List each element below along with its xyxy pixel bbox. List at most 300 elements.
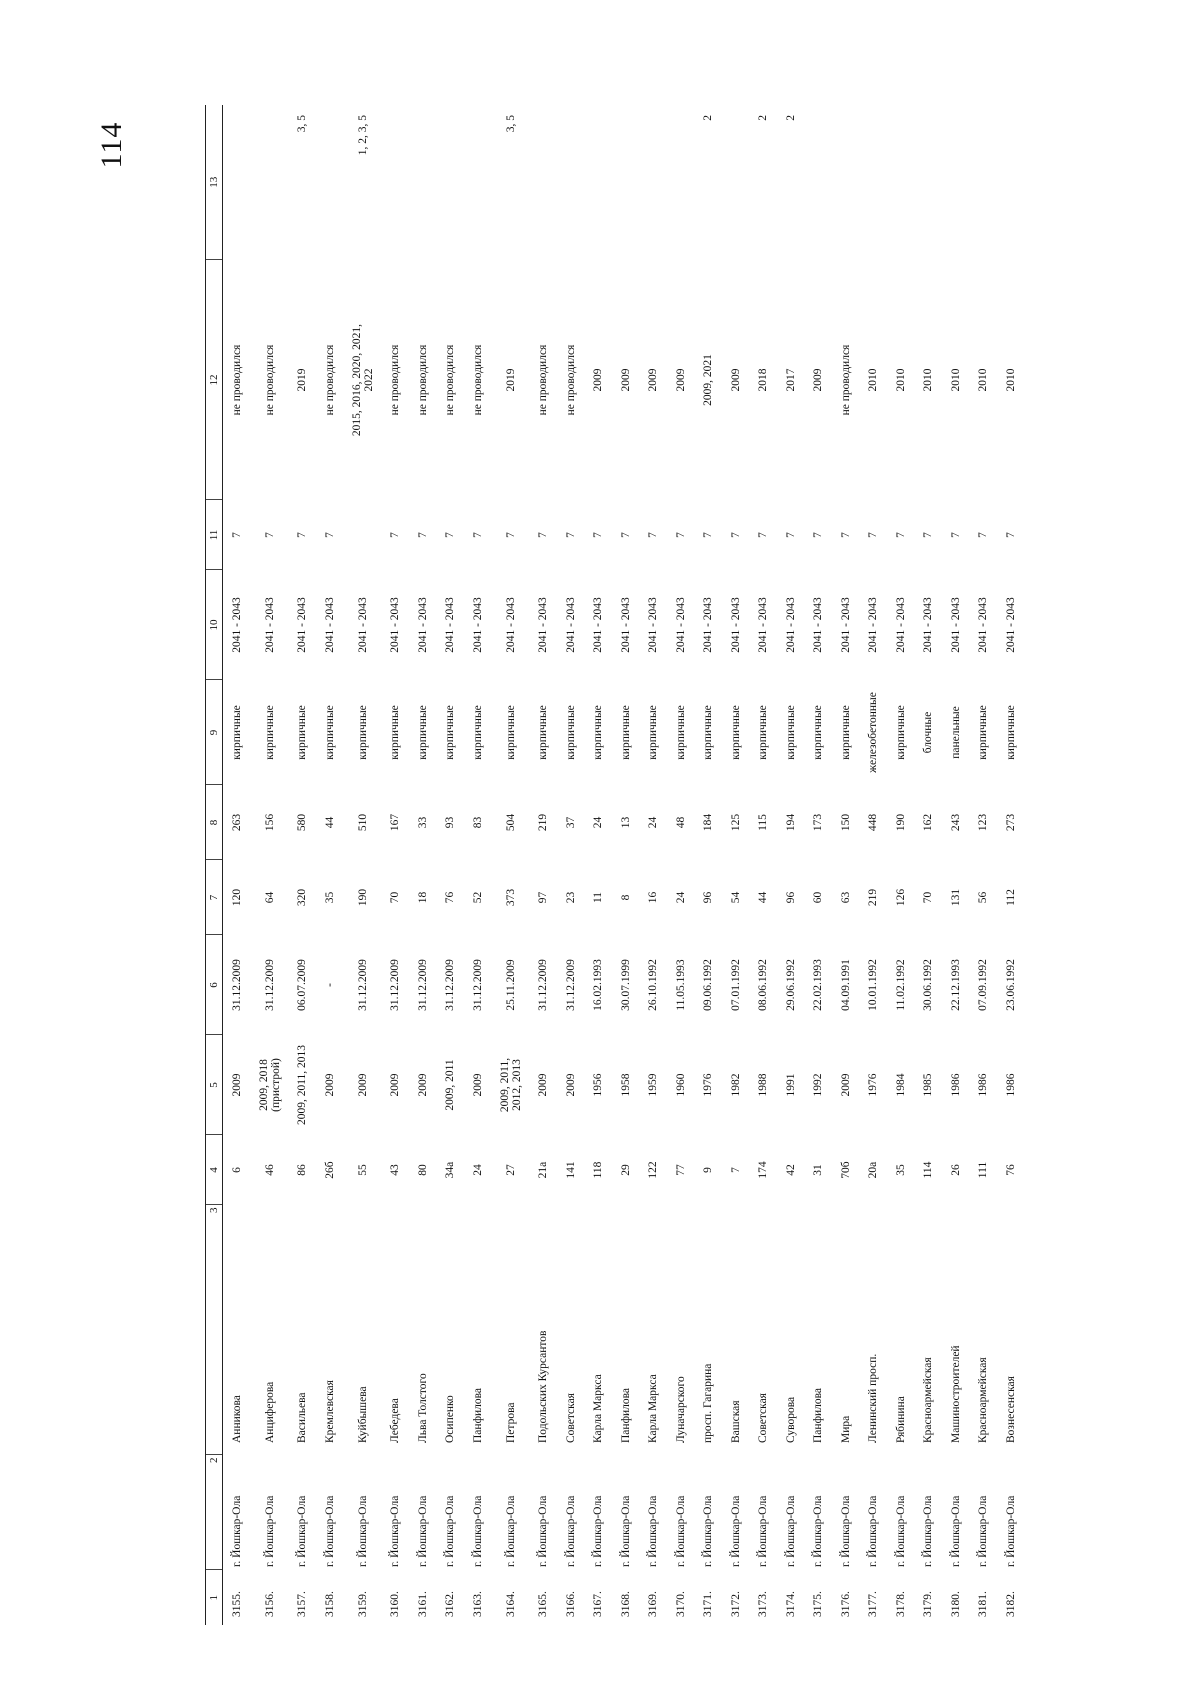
col7-cell: 131 (949, 888, 962, 907)
col8-cell: 48 (674, 816, 687, 829)
inspection-cell: 2009 (729, 368, 742, 392)
col7-cell: 190 (356, 888, 369, 907)
table-row (437, 105, 465, 1625)
house-number-cell: 122 (647, 1161, 660, 1179)
years-cell: 1986 (949, 1073, 962, 1097)
col13-cell (464, 105, 492, 260)
years-cell: 2009 (471, 1073, 484, 1097)
col11-cell: 7 (296, 532, 309, 538)
col7-cell: 96 (784, 891, 797, 904)
material-cell: кирпичные (416, 705, 429, 760)
col8-cell: 219 (537, 813, 550, 832)
table-row (382, 105, 410, 1625)
table-row (409, 105, 437, 1625)
period-cell: 2041 - 2043 (389, 597, 402, 653)
table-row (251, 105, 289, 1625)
col11-cell: 7 (537, 532, 550, 538)
date-cell: 31.12.2009 (230, 959, 243, 1011)
col7-cell: 56 (977, 891, 990, 904)
col8-cell: 190 (894, 813, 907, 832)
table-row (492, 105, 530, 1625)
col11-cell: 7 (839, 532, 852, 538)
col13-cell (805, 105, 833, 260)
col13-cell (251, 105, 289, 260)
inspection-cell: 2010 (867, 368, 880, 392)
inspection-cell: не проводился (839, 344, 852, 416)
col11-cell: 7 (619, 532, 632, 538)
house-number-cell: 35 (894, 1164, 907, 1176)
street-cell: Лебедева (389, 1398, 402, 1443)
col7-cell: 60 (812, 891, 825, 904)
years-cell: 1992 (812, 1073, 825, 1097)
col7-cell: 120 (230, 888, 243, 907)
table-row (970, 105, 998, 1625)
table-row (942, 105, 970, 1625)
table-row (722, 105, 750, 1625)
column-header: 3 (206, 1205, 223, 1455)
period-cell: 2041 - 2043 (592, 597, 605, 653)
period-cell: 2041 - 2043 (1004, 597, 1017, 653)
street-cell: просп. Гагарина (702, 1363, 715, 1443)
date-cell: 31.12.2009 (416, 959, 429, 1011)
date-cell: 31.12.2009 (537, 959, 550, 1011)
house-number-cell: 31 (812, 1164, 825, 1176)
city-cell: г. Йошкар-Ола (504, 1495, 517, 1567)
period-cell: 2041 - 2043 (729, 597, 742, 653)
street-cell: Красноармейская (922, 1357, 935, 1443)
city-cell: г. Йошкар-Ола (230, 1495, 243, 1567)
city-cell: г. Йошкар-Ола (894, 1495, 907, 1567)
material-cell: кирпичные (263, 705, 276, 760)
house-number-cell: 141 (564, 1161, 577, 1179)
house-number-cell: 80 (416, 1164, 429, 1176)
col7-cell: 76 (444, 891, 457, 904)
material-cell: кирпичные (757, 705, 770, 760)
col13-cell (437, 105, 465, 260)
col7-cell: 219 (867, 888, 880, 907)
table-row (223, 105, 251, 1625)
city-cell: г. Йошкар-Ола (757, 1495, 770, 1567)
house-number-cell: 77 (674, 1164, 687, 1176)
years-cell: 1956 (592, 1073, 605, 1097)
house-number-cell: 70б (839, 1161, 852, 1179)
row-number: 3174. (784, 1591, 797, 1617)
date-cell: - (323, 983, 336, 987)
col8-cell: 93 (444, 816, 457, 829)
inspection-cell: 2009, 2021 (702, 354, 715, 406)
years-cell: 2009, 2011, 2013 (296, 1044, 309, 1126)
years-cell: 2009 (839, 1073, 852, 1097)
col11-cell: 7 (674, 532, 687, 538)
col13-cell: 2 (702, 115, 715, 121)
city-cell: г. Йошкар-Ола (444, 1495, 457, 1567)
column-header: 4 (206, 1135, 223, 1205)
row-number: 3162. (444, 1591, 457, 1617)
inspection-cell: не проводился (416, 344, 429, 416)
house-number-cell: 26 (949, 1164, 962, 1176)
period-cell: 2041 - 2043 (977, 597, 990, 653)
city-cell: г. Йошкар-Ола (839, 1495, 852, 1567)
table-row (860, 105, 888, 1625)
table-row (530, 105, 558, 1625)
house-number-cell: 26б (323, 1161, 336, 1179)
col13-cell (915, 105, 943, 260)
col11-cell: 7 (263, 532, 276, 538)
street-cell: Ленинский просп. (867, 1353, 880, 1443)
row-number: 3157. (296, 1591, 309, 1617)
house-number-cell: 20а (867, 1161, 880, 1179)
table-row (585, 105, 613, 1625)
col11-cell: 7 (757, 532, 770, 538)
table-row (344, 105, 382, 1625)
col7-cell: 63 (839, 891, 852, 904)
date-cell: 31.12.2009 (389, 959, 402, 1011)
house-number-cell: 76 (1004, 1164, 1017, 1176)
city-cell: г. Йошкар-Ола (812, 1495, 825, 1567)
col11-cell: 7 (702, 532, 715, 538)
table-body (223, 105, 1025, 1625)
table-row (750, 105, 778, 1625)
period-cell: 2041 - 2043 (471, 597, 484, 653)
date-cell: 22.02.1993 (812, 959, 825, 1011)
date-cell: 23.06.1992 (1004, 959, 1017, 1011)
city-cell: г. Йошкар-Ола (263, 1495, 276, 1567)
material-cell: кирпичные (647, 705, 660, 760)
header-row (206, 105, 223, 1625)
period-cell: 2041 - 2043 (619, 597, 632, 653)
date-cell: 06.07.2009 (296, 959, 309, 1011)
column-header: 8 (206, 785, 223, 860)
street-cell: Карла Маркса (592, 1374, 605, 1443)
material-cell: кирпичные (619, 705, 632, 760)
col8-cell: 173 (812, 813, 825, 832)
date-cell: 08.06.1992 (757, 959, 770, 1011)
years-cell: 2009, 2011, 2012, 2013 (498, 1057, 523, 1113)
date-cell: 07.01.1992 (729, 959, 742, 1011)
years-cell: 1958 (619, 1073, 632, 1097)
street-cell: Кремлевская (323, 1380, 336, 1443)
table-row (915, 105, 943, 1625)
years-cell: 2009 (230, 1073, 243, 1097)
row-number: 3166. (564, 1591, 577, 1617)
material-cell: кирпичные (471, 705, 484, 760)
years-cell: 2009, 2018 (пристрой) (257, 1058, 282, 1112)
inspection-cell: 2010 (1004, 368, 1017, 392)
row-number: 3181. (977, 1591, 990, 1617)
period-cell: 2041 - 2043 (702, 597, 715, 653)
date-cell: 22.12.1993 (949, 959, 962, 1011)
inspection-cell: 2010 (977, 368, 990, 392)
city-cell: г. Йошкар-Ола (784, 1495, 797, 1567)
city-cell: г. Йошкар-Ола (674, 1495, 687, 1567)
col13-cell (409, 105, 437, 260)
col13-cell (223, 105, 251, 260)
date-cell: 16.02.1993 (592, 959, 605, 1011)
col11-cell: 7 (471, 532, 484, 538)
row-number: 3180. (949, 1591, 962, 1617)
col7-cell: 18 (416, 891, 429, 904)
date-cell: 29.06.1992 (784, 959, 797, 1011)
col11-cell: 7 (592, 532, 605, 538)
col8-cell: 156 (263, 813, 276, 832)
years-cell: 2009 (564, 1073, 577, 1097)
years-cell: 1976 (867, 1073, 880, 1097)
column-header: 10 (206, 570, 223, 680)
period-cell: 2041 - 2043 (674, 597, 687, 653)
col13-cell (382, 105, 410, 260)
material-cell: кирпичные (323, 705, 336, 760)
house-number-cell: 46 (263, 1164, 276, 1176)
period-cell: 2041 - 2043 (263, 597, 276, 653)
house-number-cell: 174 (757, 1161, 770, 1179)
period-cell: 2041 - 2043 (757, 597, 770, 653)
city-cell: г. Йошкар-Ола (977, 1495, 990, 1567)
col13-cell (942, 105, 970, 260)
street-cell: Осипенко (444, 1395, 457, 1443)
street-cell: Советская (757, 1393, 770, 1443)
col11-cell: 7 (564, 532, 577, 538)
col13-cell: 1, 2, 3, 5 (356, 115, 369, 156)
street-cell: Луначарского (674, 1376, 687, 1443)
row-number: 3164. (504, 1591, 517, 1617)
inspection-cell: не проводился (389, 344, 402, 416)
table-row (777, 105, 805, 1625)
material-cell: железобетонные (867, 692, 880, 773)
col7-cell: 35 (323, 891, 336, 904)
table-row (805, 105, 833, 1625)
table-row (316, 105, 344, 1625)
city-cell: г. Йошкар-Ола (389, 1495, 402, 1567)
col8-cell: 162 (922, 813, 935, 832)
inspection-cell: не проводился (323, 344, 336, 416)
material-cell: кирпичные (537, 705, 550, 760)
col13-cell (585, 105, 613, 260)
inspection-cell: 2017 (784, 368, 797, 392)
col7-cell: 24 (674, 891, 687, 904)
date-cell: 26.10.1992 (647, 959, 660, 1011)
street-cell: Машиностроителей (949, 1345, 962, 1443)
street-cell: Вознесенская (1004, 1376, 1017, 1443)
row-number: 3176. (839, 1591, 852, 1617)
house-number-cell: 6 (230, 1167, 243, 1173)
col11-cell: 7 (812, 532, 825, 538)
years-cell: 2009 (537, 1073, 550, 1097)
house-number-cell: 114 (922, 1161, 935, 1179)
col11-cell: 7 (504, 532, 517, 538)
row-number: 3173. (757, 1591, 770, 1617)
years-cell: 1960 (674, 1073, 687, 1097)
material-cell: кирпичные (812, 705, 825, 760)
col11-cell: 7 (977, 532, 990, 538)
row-number: 3170. (674, 1591, 687, 1617)
period-cell: 2041 - 2043 (564, 597, 577, 653)
city-cell: г. Йошкар-Ола (922, 1495, 935, 1567)
years-cell: 2009 (416, 1073, 429, 1097)
street-cell: Панфилова (471, 1387, 484, 1443)
city-cell: г. Йошкар-Ола (471, 1495, 484, 1567)
street-cell: Советская (564, 1393, 577, 1443)
material-cell: кирпичные (839, 705, 852, 760)
city-cell: г. Йошкар-Ола (1004, 1495, 1017, 1567)
material-cell: кирпичные (1004, 705, 1017, 760)
row-number: 3182. (1004, 1591, 1017, 1617)
years-cell: 1984 (894, 1073, 907, 1097)
table-row (997, 105, 1025, 1625)
row-number: 3167. (592, 1591, 605, 1617)
col8-cell: 243 (949, 813, 962, 832)
col7-cell: 373 (504, 888, 517, 907)
years-cell: 1986 (1004, 1073, 1017, 1097)
col8-cell: 448 (867, 813, 880, 832)
house-number-cell: 7 (729, 1167, 742, 1173)
material-cell: кирпичные (296, 705, 309, 760)
street-cell: Вашская (729, 1400, 742, 1443)
col13-cell (530, 105, 558, 260)
inspection-cell: 2010 (922, 368, 935, 392)
col8-cell: 263 (230, 813, 243, 832)
period-cell: 2041 - 2043 (416, 597, 429, 653)
material-cell: кирпичные (592, 705, 605, 760)
column-header: 6 (206, 935, 223, 1035)
row-number: 3163. (471, 1591, 484, 1617)
col13-cell (612, 105, 640, 260)
col8-cell: 273 (1004, 813, 1017, 832)
column-header: 13 (206, 105, 223, 260)
col8-cell: 167 (389, 813, 402, 832)
col13-cell (557, 105, 585, 260)
city-cell: г. Йошкар-Ола (296, 1495, 309, 1567)
col7-cell: 54 (729, 891, 742, 904)
material-cell: кирпичные (784, 705, 797, 760)
col13-cell: 3, 5 (296, 115, 309, 133)
period-cell: 2041 - 2043 (812, 597, 825, 653)
table-row (667, 105, 695, 1625)
inspection-cell: 2009 (647, 368, 660, 392)
col11-cell: 7 (1004, 532, 1017, 538)
years-cell: 2009, 2011 (444, 1059, 457, 1111)
period-cell: 2041 - 2043 (647, 597, 660, 653)
years-cell: 2009 (323, 1073, 336, 1097)
years-cell: 1986 (977, 1073, 990, 1097)
date-cell: 31.12.2009 (471, 959, 484, 1011)
date-cell: 04.09.1991 (839, 959, 852, 1011)
col11-cell: 7 (867, 532, 880, 538)
material-cell: кирпичные (356, 705, 369, 760)
street-cell: Рябинина (894, 1396, 907, 1443)
house-number-cell: 9 (702, 1167, 715, 1173)
material-cell: блочные (922, 711, 935, 754)
material-cell: кирпичные (702, 705, 715, 760)
col13-cell (997, 105, 1025, 260)
row-number: 3159. (356, 1591, 369, 1617)
col13-cell: 3, 5 (504, 115, 517, 133)
col13-cell (970, 105, 998, 260)
col7-cell: 96 (702, 891, 715, 904)
period-cell: 2041 - 2043 (356, 597, 369, 653)
inspection-cell: 2009 (619, 368, 632, 392)
col8-cell: 510 (356, 813, 369, 832)
col11-cell: 7 (230, 532, 243, 538)
date-cell: 31.12.2009 (263, 959, 276, 1011)
period-cell: 2041 - 2043 (922, 597, 935, 653)
period-cell: 2041 - 2043 (323, 597, 336, 653)
column-header: 2 (206, 1455, 223, 1570)
inspection-cell: 2010 (949, 368, 962, 392)
column-header: 7 (206, 860, 223, 935)
col8-cell: 194 (784, 813, 797, 832)
street-cell: Карла Маркса (647, 1374, 660, 1443)
material-cell: кирпичные (729, 705, 742, 760)
inspection-cell: 2019 (504, 368, 517, 392)
years-cell: 1976 (702, 1073, 715, 1097)
house-number-cell: 29 (619, 1164, 632, 1176)
col7-cell: 16 (647, 891, 660, 904)
col7-cell: 52 (471, 891, 484, 904)
material-cell: кирпичные (894, 705, 907, 760)
material-cell: кирпичные (230, 705, 243, 760)
period-cell: 2041 - 2043 (784, 597, 797, 653)
date-cell: 10.01.1992 (867, 959, 880, 1011)
col8-cell: 83 (471, 816, 484, 829)
date-cell: 25.11.2009 (504, 959, 517, 1011)
material-cell: кирпичные (389, 705, 402, 760)
date-cell: 31.12.2009 (444, 959, 457, 1011)
years-cell: 1988 (757, 1073, 770, 1097)
col8-cell: 33 (416, 816, 429, 829)
city-cell: г. Йошкар-Ола (416, 1495, 429, 1567)
period-cell: 2041 - 2043 (839, 597, 852, 653)
row-number: 3178. (894, 1591, 907, 1617)
column-header: 9 (206, 680, 223, 785)
row-number: 3169. (647, 1591, 660, 1617)
years-cell: 2009 (356, 1073, 369, 1097)
col7-cell: 64 (263, 891, 276, 904)
col7-cell: 44 (757, 891, 770, 904)
city-cell: г. Йошкар-Ола (729, 1495, 742, 1567)
table-row (557, 105, 585, 1625)
material-cell: кирпичные (444, 705, 457, 760)
row-number: 3175. (812, 1591, 825, 1617)
col7-cell: 112 (1004, 889, 1017, 906)
city-cell: г. Йошкар-Ола (564, 1495, 577, 1567)
inspection-cell: 2018 (757, 368, 770, 392)
col8-cell: 580 (296, 813, 309, 832)
col11-cell: 7 (444, 532, 457, 538)
material-cell: панельные (949, 706, 962, 759)
city-cell: г. Йошкар-Ола (356, 1495, 369, 1567)
street-cell: Суворова (784, 1396, 797, 1443)
table-row (640, 105, 668, 1625)
table-row (887, 105, 915, 1625)
material-cell: кирпичные (977, 705, 990, 760)
city-cell: г. Йошкар-Ола (647, 1495, 660, 1567)
inspection-cell: не проводился (537, 344, 550, 416)
years-cell: 1982 (729, 1073, 742, 1097)
date-cell: 31.12.2009 (564, 959, 577, 1011)
col11-cell: 7 (647, 532, 660, 538)
inspection-cell: не проводился (263, 344, 276, 416)
col8-cell: 504 (504, 813, 517, 832)
street-cell: Куйбышева (356, 1386, 369, 1443)
street-cell: Анциферова (263, 1381, 276, 1443)
inspection-cell: 2009 (674, 368, 687, 392)
period-cell: 2041 - 2043 (504, 597, 517, 653)
inspection-cell: 2015, 2016, 2020, 2021, 2022 (350, 323, 375, 437)
row-number: 3172. (729, 1591, 742, 1617)
table-row (612, 105, 640, 1625)
row-number: 3155. (230, 1591, 243, 1617)
col8-cell: 24 (647, 816, 660, 829)
